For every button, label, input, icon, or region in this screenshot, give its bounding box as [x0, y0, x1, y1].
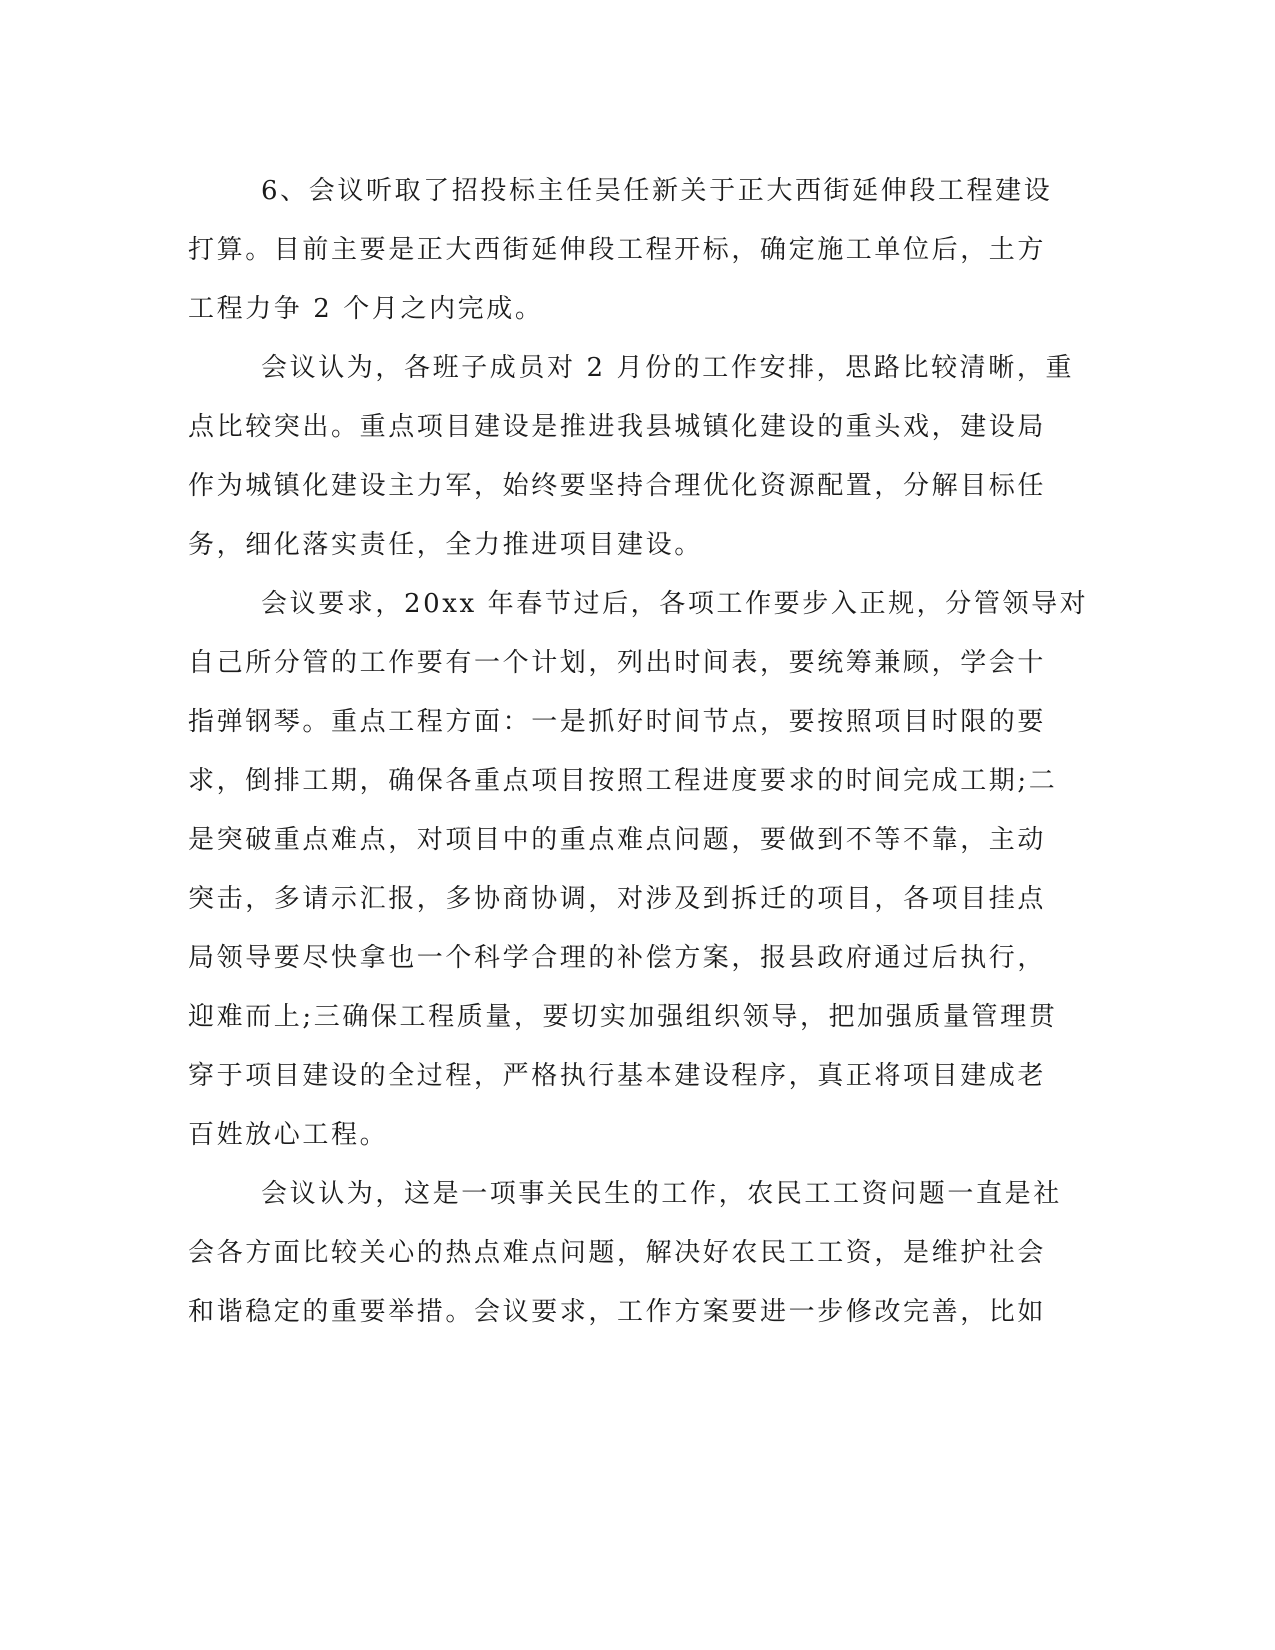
text-line: 是突破重点难点，对项目中的重点难点问题，要做到不等不靠，主动 [188, 825, 1047, 855]
text-line: 求，倒排工期，确保各重点项目按照工程进度要求的时间完成工期;二 [188, 766, 1058, 796]
text-line: 工程力争 2 个月之内完成。 [188, 294, 544, 324]
text-line: 和谐稳定的重要举措。会议要求，工作方案要进一步修改完善，比如 [188, 1297, 1047, 1327]
text-line: 会各方面比较关心的热点难点问题，解决好农民工工资，是维护社会 [188, 1238, 1047, 1268]
text-line: 穿于项目建设的全过程，严格执行基本建设程序，真正将项目建成老 [188, 1061, 1047, 1091]
text-line: 突击，多请示汇报，多协商协调，对涉及到拆迁的项目，各项目挂点 [188, 884, 1047, 914]
text-line: 迎难而上;三确保工程质量，要切实加强组织领导，把加强质量管理贯 [188, 1002, 1058, 1032]
text-line: 6、会议听取了招投标主任吴任新关于正大西街延伸段工程建设 [261, 176, 1053, 206]
text-line: 点比较突出。重点项目建设是推进我县城镇化建设的重头戏，建设局 [188, 412, 1047, 442]
text-line: 局领导要尽快拿也一个科学合理的补偿方案，报县政府通过后执行， [188, 943, 1047, 973]
text-line: 自己所分管的工作要有一个计划，列出时间表，要统筹兼顾，学会十 [188, 648, 1047, 678]
paragraph-item-6-report [188, 162, 1068, 339]
text-line: 会议要求，20xx 年春节过后，各项工作要步入正规，分管领导对 [261, 589, 1089, 619]
document-body [188, 162, 1089, 1342]
text-line: 务，细化落实责任，全力推进项目建设。 [188, 530, 703, 560]
text-line: 作为城镇化建设主力军，始终要坚持合理优化资源配置，分解目标任 [188, 471, 1047, 501]
text-line: 会议认为，各班子成员对 2 月份的工作安排，思路比较清晰，重 [261, 353, 1075, 383]
text-line: 会议认为，这是一项事关民生的工作，农民工工资问题一直是社 [261, 1179, 1062, 1209]
text-line: 打算。目前主要是正大西街延伸段工程开标，确定施工单位后，土方 [188, 235, 1047, 265]
paragraph-meeting-requirements [188, 575, 1089, 1165]
text-line: 指弹钢琴。重点工程方面：一是抓好时间节点，要按照项目时限的要 [188, 707, 1047, 737]
text-line: 百姓放心工程。 [188, 1120, 389, 1150]
paragraph-meeting-view-2 [188, 1165, 1068, 1342]
paragraph-meeting-view-1 [188, 339, 1075, 575]
